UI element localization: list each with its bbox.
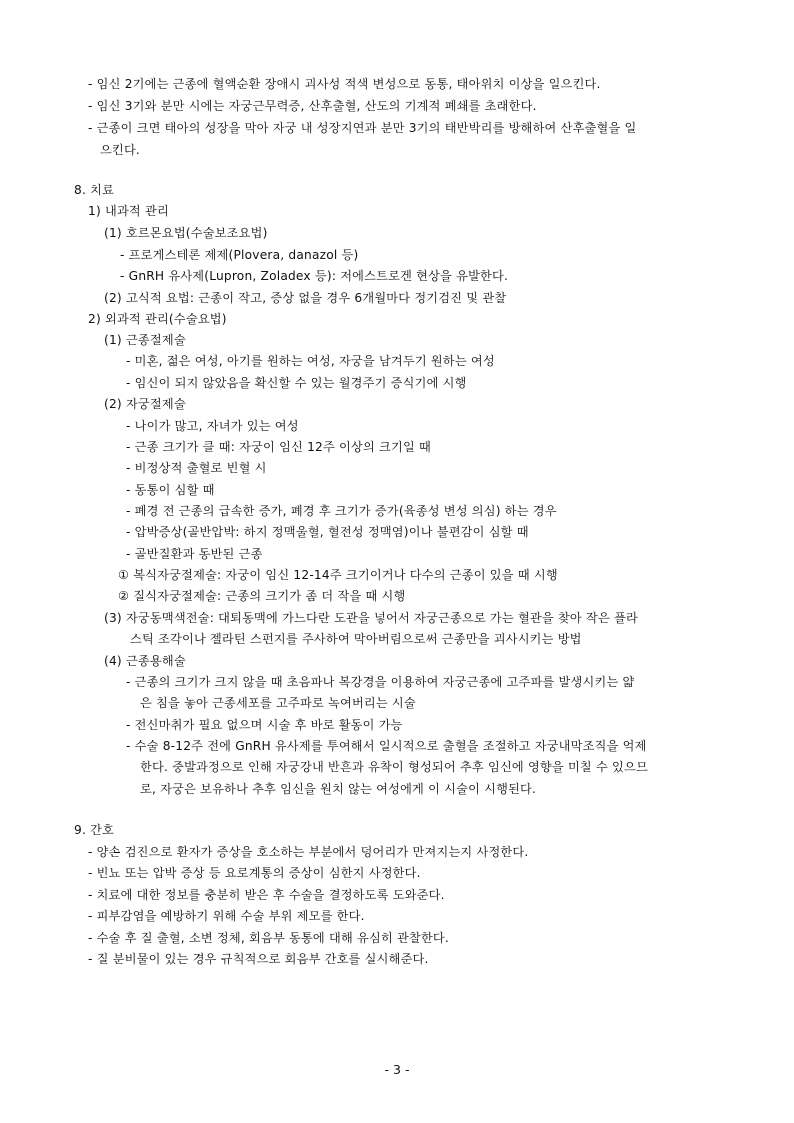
list-item: - 빈뇨 또는 압박 증상 등 요로계통의 증상이 심한지 사정한다.	[88, 866, 421, 880]
list-item: - 동통이 심할 때	[126, 483, 215, 497]
medical-management-title: 1) 내과적 관리	[88, 204, 169, 218]
list-item: - 미혼, 젊은 여성, 아기를 원하는 여성, 자궁을 남겨두기 원하는 여성	[126, 354, 495, 368]
myolysis-line: 로, 자궁은 보유하나 추후 임신을 원치 않는 여성에게 이 시술이 시행된다.	[140, 782, 537, 796]
myolysis-line: 은 침을 놓아 근종세포를 고주파로 녹여버리는 시술	[140, 696, 416, 710]
list-item: - 양손 검진으로 환자가 증상을 호소하는 부분에서 덩어리가 만져지는지 사정한다.	[88, 845, 529, 859]
intro-line: - 임신 2기에는 근종에 혈액순환 장애시 괴사성 적색 변성으로 동통, 태아위치 이상을 일으킨다.	[88, 77, 601, 91]
intro-line: - 근종이 크면 태아의 성장을 막아 자궁 내 성장지연과 분만 3기의 태반박리를 방해하여 산후출혈을 일	[88, 121, 637, 135]
list-item: - 수술 후 질 출혈, 소변 정체, 회음부 동통에 대해 유심히 관찰한다.	[88, 931, 449, 945]
list-item: - 질 분비물이 있는 경우 규칙적으로 회음부 간호를 실시해준다.	[88, 952, 429, 966]
myolysis-line: - 수술 8-12주 전에 GnRH 유사제를 투여해서 일시적으로 출혈을 조절하고 자궁내막조직을 억제	[126, 739, 647, 753]
list-item: - 치료에 대한 정보를 충분히 받은 후 수술을 결정하도록 도와준다.	[88, 888, 445, 902]
list-item: - 피부감염을 예방하기 위해 수술 부위 제모를 한다.	[88, 909, 365, 923]
section-heading-nursing: 9. 간호	[74, 823, 115, 837]
hormone-therapy-title: (1) 호르몬요법(수술보조요법)	[104, 226, 268, 240]
list-item: - 프로게스테론 제제(Plovera, danazol 등)	[120, 248, 359, 262]
list-item: - GnRH 유사제(Lupron, Zoladex 등): 저에스트로겐 현상을 유발한다.	[120, 269, 509, 283]
hysterectomy-type: ② 질식자궁절제술: 근종의 크기가 좀 더 작을 때 시행	[118, 589, 406, 603]
list-item: - 골반질환과 동반된 근종	[126, 547, 263, 561]
expectant-therapy: (2) 고식적 요법: 근종이 작고, 증상 없을 경우 6개월마다 정기검진 및 관찰	[104, 291, 507, 305]
list-item: - 근종 크기가 클 때: 자궁이 임신 12주 이상의 크기일 때	[126, 440, 432, 454]
page-number: - 3 -	[384, 1062, 410, 1077]
list-item: - 압박증상(골반압박: 하지 정맥울혈, 혈전성 정맥염)이나 불편감이 심할 때	[126, 525, 529, 539]
surgical-management-title: 2) 외과적 관리(수술요법)	[88, 312, 227, 326]
myolysis-title: (4) 근종용해술	[104, 654, 186, 668]
myolysis-line: - 근종의 크기가 크지 않을 때 초음파나 복강경을 이용하여 자궁근종에 고주파를 발생시키는 얇	[126, 675, 635, 689]
list-item: - 임신이 되지 않았음을 확신할 수 있는 월경주기 증식기에 시행	[126, 376, 467, 390]
myolysis-line: - 전신마취가 필요 없으며 시술 후 바로 활동이 가능	[126, 718, 403, 732]
hysterectomy-type: ① 복식자궁절제술: 자궁이 임신 12-14주 크기이거나 다수의 근종이 있을 때 시행	[118, 568, 558, 582]
embolization-line: 스틱 조각이나 젤라틴 스펀지를 주사하여 막아버림으로써 근종만을 괴사시키는 방법	[130, 632, 582, 646]
intro-line: - 임신 3기와 분만 시에는 자궁근무력증, 산후출혈, 산도의 기계적 폐쇄를 초래한다.	[88, 99, 537, 113]
hysterectomy-title: (2) 자궁절제술	[104, 397, 186, 411]
section-heading-treatment: 8. 치료	[74, 183, 115, 197]
intro-line: 으킨다.	[100, 143, 140, 157]
list-item: - 나이가 많고, 자녀가 있는 여성	[126, 419, 299, 433]
myolysis-line: 한다. 중발과정으로 인해 자궁강내 반흔과 유착이 형성되어 추후 임신에 영향을 미칠 수 있으므	[140, 760, 648, 774]
embolization-line: (3) 자궁동맥색전술: 대퇴동맥에 가느다란 도관을 넣어서 자궁근종으로 가는 혈관을 찾아 작은 플라	[104, 611, 638, 625]
list-item: - 비정상적 출혈로 빈혈 시	[126, 461, 267, 475]
list-item: - 폐경 전 근종의 급속한 증가, 폐경 후 크기가 증가(육종성 변성 의심) 하는 경우	[126, 504, 557, 518]
myomectomy-title: (1) 근종절제술	[104, 333, 186, 347]
